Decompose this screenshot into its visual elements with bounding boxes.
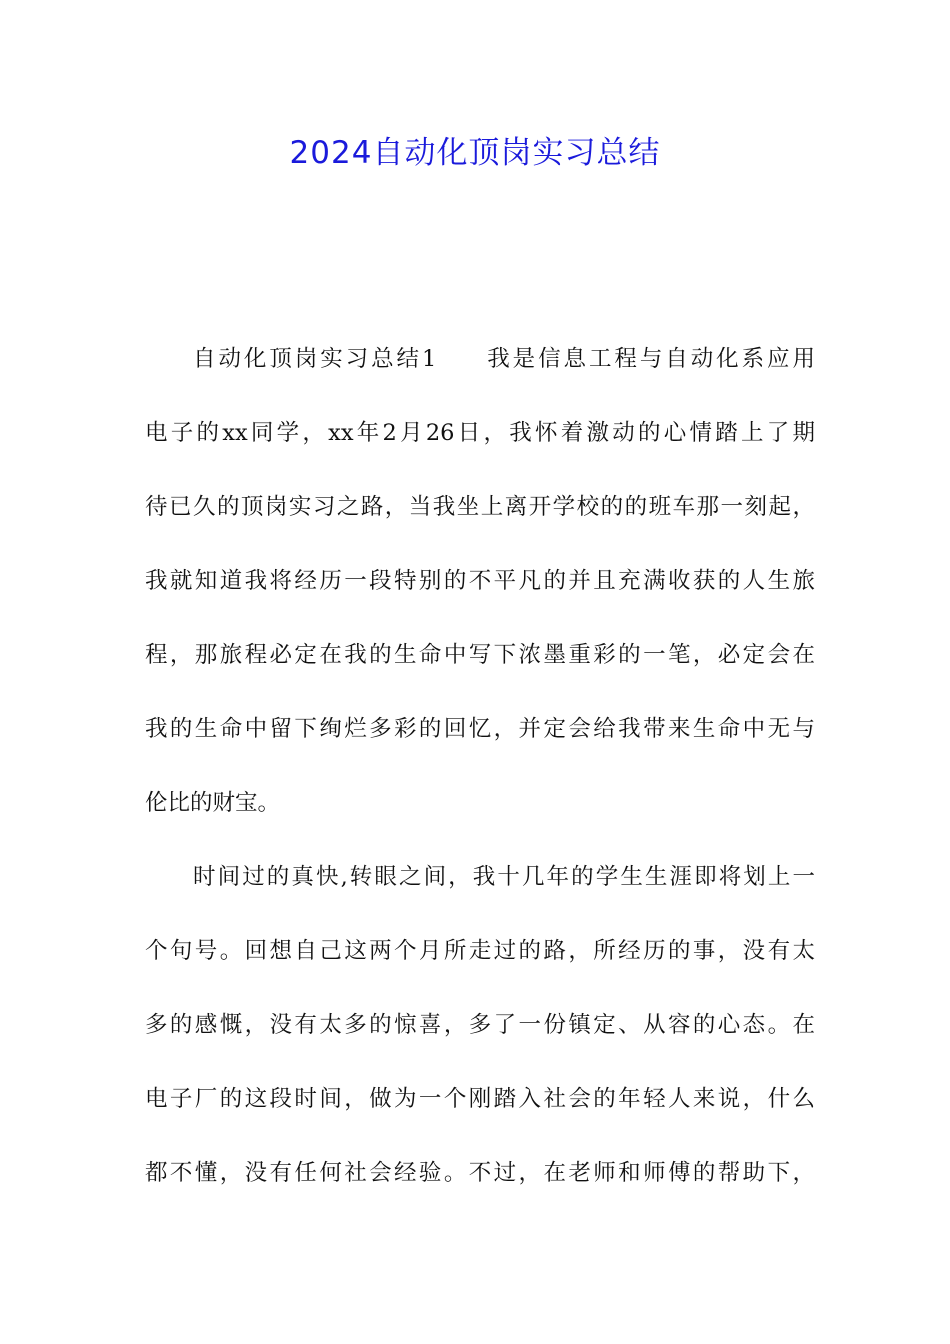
- paragraph-line: [145, 322, 815, 396]
- paragraph-line: 都不懂，没有任何社会经验。不过，在老师和师傅的帮助下，: [145, 1160, 815, 1186]
- section-heading: 自动化顶岗实习总结1: [193, 346, 437, 372]
- paragraph-line: 程，那旅程必定在我的生命中写下浓墨重彩的一笔，必定会在: [145, 642, 815, 668]
- paragraph-line: 我就知道我将经历一段特别的不平凡的并且充满收获的人生旅: [145, 568, 815, 594]
- paragraph-line: 待已久的顶岗实习之路，当我坐上离开学校的的班车那一刻起，: [145, 494, 815, 520]
- document-title: 2024自动化顶岗实习总结: [289, 135, 661, 171]
- paragraph-1: [145, 322, 815, 840]
- paragraph-line: 多的感慨，没有太多的惊喜，多了一份镇定、从容的心态。在: [145, 1012, 815, 1038]
- document-body: [145, 322, 815, 1210]
- paragraph-line: 电子的xx同学，xx年2月26日，我怀着激动的心情踏上了期: [145, 420, 815, 446]
- paragraph-line: 我的生命中留下绚烂多彩的回忆，并定会给我带来生命中无与: [145, 716, 815, 742]
- paragraph-line: 时间过的真快,转眼之间，我十几年的学生生涯即将划上一: [193, 864, 815, 890]
- line-text: 我是信息工程与自动化系应用: [484, 346, 815, 372]
- paragraph-2: [145, 840, 815, 1210]
- paragraph-line: 个句号。回想自己这两个月所走过的路，所经历的事，没有太: [145, 938, 815, 964]
- paragraph-line: 伦比的财宝。: [145, 790, 281, 816]
- paragraph-line: 电子厂的这段时间，做为一个刚踏入社会的年轻人来说，什么: [145, 1086, 815, 1112]
